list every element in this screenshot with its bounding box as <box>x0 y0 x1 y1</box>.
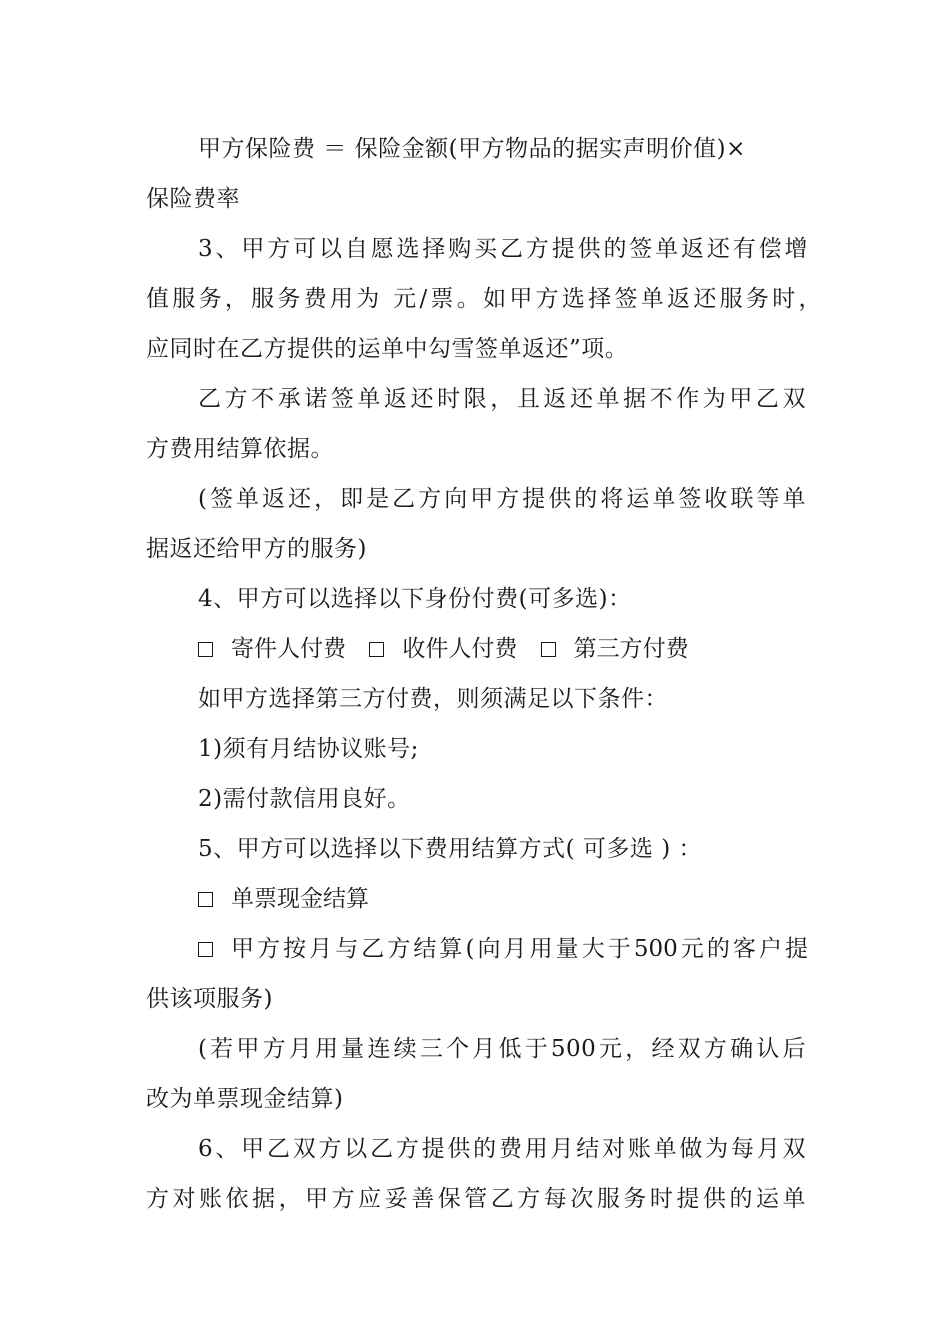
sender-pays-checkbox[interactable] <box>198 642 213 657</box>
insurance-formula-cont: 保险费率 <box>146 186 240 212</box>
clause-6-line-1: 6、甲乙双方以乙方提供的费用月结对账单做为每月双 <box>198 1136 806 1162</box>
clause-5-heading: 5、甲方可以选择以下费用结算方式( 可多选 ) ： <box>198 836 703 862</box>
clause-6-line-2: 方对账依据，甲方应妥善保管乙方每次服务时提供的运单 <box>146 1186 806 1212</box>
payer-options-row <box>198 634 689 664</box>
receiver-pays-checkbox[interactable] <box>369 642 384 657</box>
insurance-formula-line: 甲方保险费 ＝ 保险金额(甲方物品的据实声明价值)× <box>198 136 746 162</box>
low-volume-note-line-1: (若甲方月用量连续三个月低于500元，经双方确认后 <box>198 1036 806 1062</box>
monthly-settlement-label: 甲方按月与乙方结算(向月用量大于500元的客户提 <box>231 936 808 962</box>
sender-pays-label: 寄件人付费 <box>231 636 346 662</box>
no-time-limit-line-2: 方费用结算依据。 <box>146 436 334 462</box>
third-party-pays-checkbox[interactable] <box>541 642 556 657</box>
condition-1: 1)须有月结协议账号; <box>198 736 419 762</box>
clause-4-heading: 4、甲方可以选择以下身份付费(可多选)： <box>198 586 632 612</box>
clause-3-line-2: 值服务，服务费用为 元/票。如甲方选择签单返还服务时， <box>146 286 822 312</box>
condition-2: 2)需付款信用良好。 <box>198 786 411 812</box>
clause-3-line-1: 3、甲方可以自愿选择购买乙方提供的签单返还有偿增 <box>198 236 808 262</box>
third-party-conditions-heading: 如甲方选择第三方付费，则须满足以下条件： <box>198 686 668 712</box>
cash-settlement-checkbox[interactable] <box>198 892 213 907</box>
settlement-cash-row <box>198 884 369 914</box>
settlement-monthly-row <box>198 934 808 964</box>
low-volume-note-line-2: 改为单票现金结算) <box>146 1086 344 1112</box>
no-time-limit-line-1: 乙方不承诺签单返还时限，且返还单据不作为甲乙双 <box>198 386 806 412</box>
third-party-pays-label: 第三方付费 <box>573 636 689 662</box>
return-definition-line-2: 据返还给甲方的服务) <box>146 536 367 562</box>
cash-settlement-label: 单票现金结算 <box>231 886 369 912</box>
return-definition-line-1: (签单返还，即是乙方向甲方提供的将运单签收联等单 <box>198 486 806 512</box>
clause-3-line-3: 应同时在乙方提供的运单中勾雪签单返还”项。 <box>146 336 629 362</box>
monthly-settlement-checkbox[interactable] <box>198 942 213 957</box>
receiver-pays-label: 收件人付费 <box>402 636 518 662</box>
monthly-settlement-cont: 供该项服务) <box>146 986 273 1012</box>
